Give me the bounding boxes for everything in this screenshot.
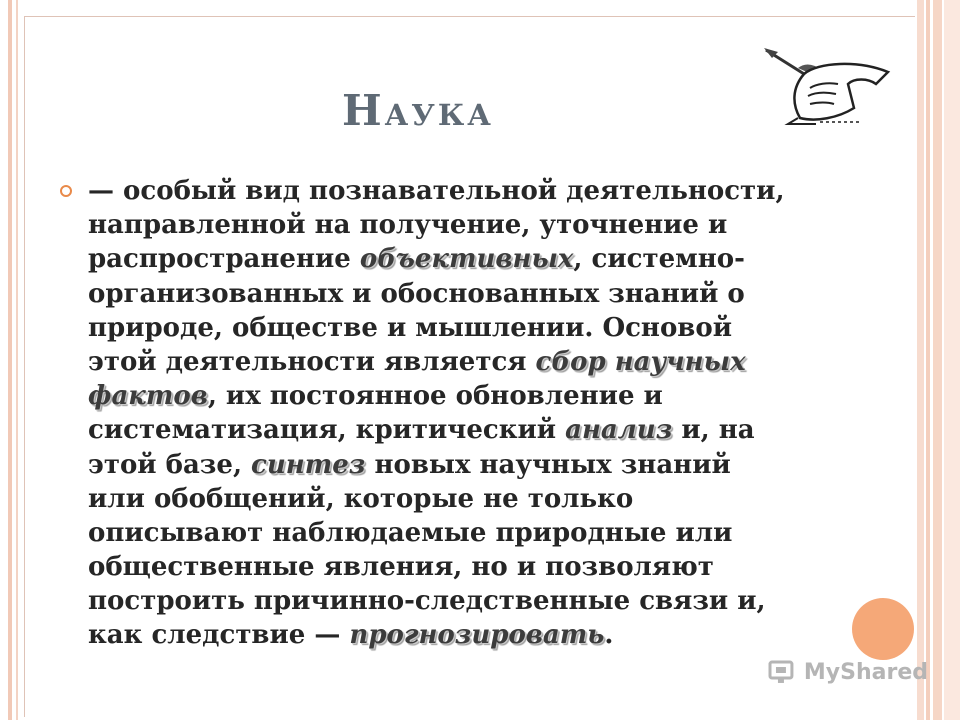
- body-line: [88, 482, 828, 516]
- body-text-run: .: [604, 620, 614, 651]
- frame-left-inner: [16, 0, 18, 720]
- body-line: [88, 379, 828, 413]
- right-stripe: [944, 0, 960, 720]
- body-text-run: — особый вид познавательной деятельности,: [88, 176, 785, 206]
- body-line: [88, 550, 828, 584]
- emphasized-term: сбор научных: [535, 346, 746, 377]
- watermark-text: MyShared: [803, 659, 928, 685]
- watermark: [768, 652, 928, 692]
- body-text-run: общественные явления, но и позволяют: [88, 552, 714, 583]
- body-text-run: организованных и обоснованных знаний о: [88, 278, 745, 309]
- body-text-run: как следствие —: [88, 620, 350, 651]
- slide-title: Наука: [342, 86, 494, 135]
- body-text-run: природе, обществе и мышлении. Основой: [88, 312, 732, 343]
- body-line: [88, 448, 828, 482]
- body-text-run: распространение: [88, 244, 360, 275]
- body-line: [88, 277, 828, 311]
- body-line: [88, 516, 828, 550]
- body-text-run: , системно-: [573, 244, 745, 275]
- body-line: [88, 413, 828, 447]
- body-line: [88, 242, 828, 276]
- slide-body-text: [88, 174, 828, 653]
- body-text-run: систематизация, критический: [88, 415, 566, 446]
- right-stripe: [933, 0, 942, 720]
- right-stripe: [917, 0, 924, 720]
- body-text-run: , их постоянное обновление и: [207, 381, 663, 412]
- body-text-run: этой деятельности является: [88, 346, 536, 377]
- body-text-run: новых научных знаний: [365, 449, 731, 480]
- body-line: [88, 174, 828, 208]
- body-line: [88, 584, 828, 618]
- emphasized-term: прогнозировать: [349, 620, 605, 651]
- body-line: [88, 618, 828, 652]
- body-line: [88, 345, 828, 379]
- emphasized-term: фактов: [88, 381, 208, 412]
- frame-left-outer: [8, 0, 12, 720]
- body-text-run: направленной на получение, уточнение и: [88, 210, 728, 241]
- body-text-run: построить причинно-следственные связи и,: [88, 586, 766, 617]
- body-line: [88, 311, 828, 345]
- body-text-run: или обобщений, которые не только: [88, 483, 634, 514]
- myshared-logo-icon: [768, 658, 798, 686]
- body-text-run: этой базе,: [88, 449, 252, 480]
- emphasized-term: анализ: [565, 415, 673, 446]
- body-line: [88, 208, 828, 242]
- bullet-ring-icon: [60, 185, 72, 197]
- body-text-run: и, на: [672, 415, 755, 446]
- emphasized-term: синтез: [251, 449, 366, 480]
- emphasized-term: объективных: [359, 244, 574, 275]
- body-text-run: описывают наблюдаемые природные или: [88, 517, 733, 548]
- quill-and-paper-icon: [758, 44, 898, 128]
- right-stripe: [926, 0, 930, 720]
- accent-circle: [852, 598, 914, 660]
